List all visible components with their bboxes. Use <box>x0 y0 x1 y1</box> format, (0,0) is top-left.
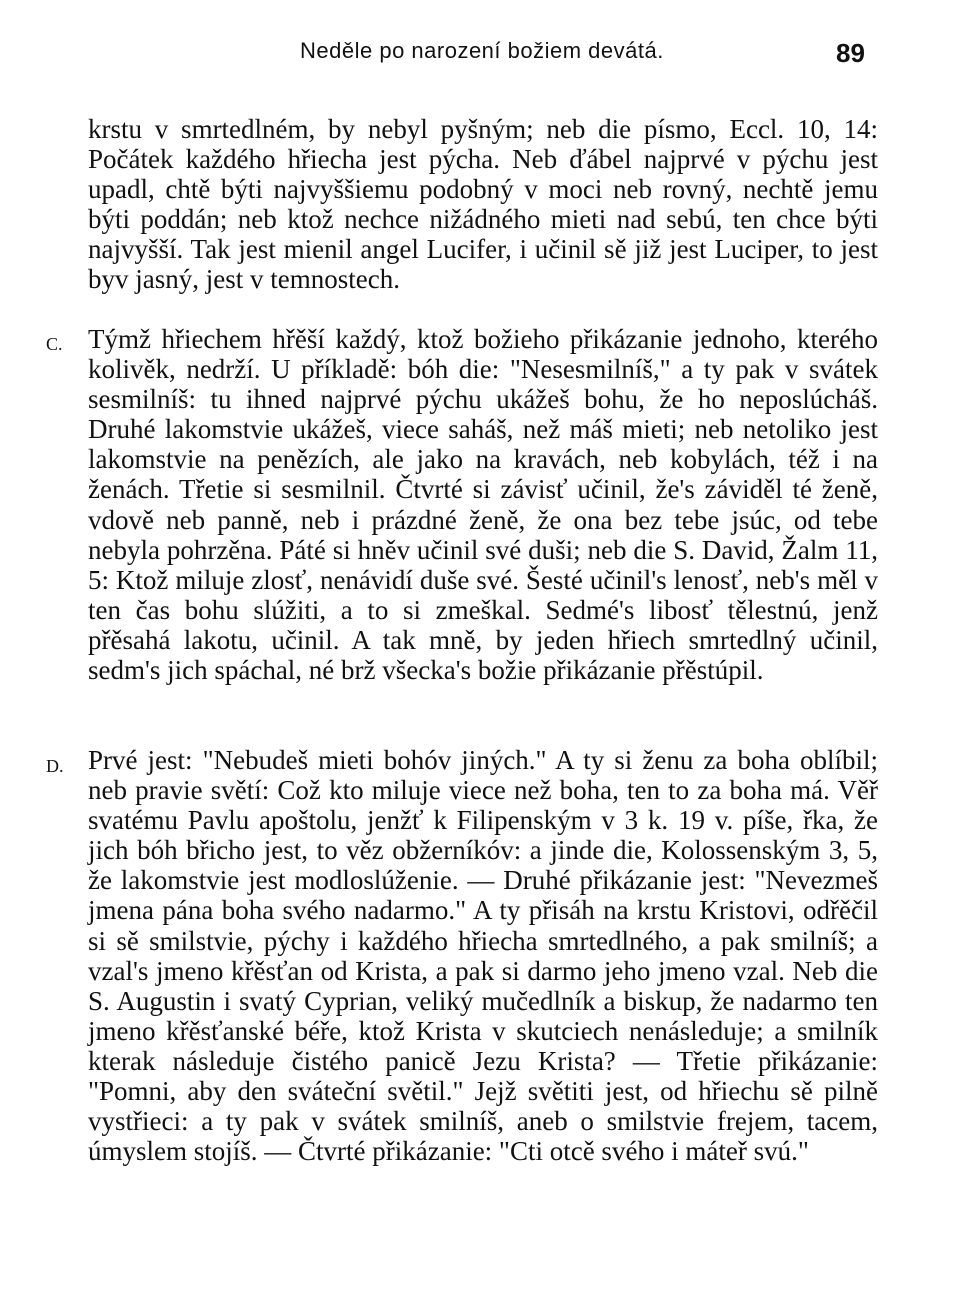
running-title: Neděle po narození božiem devátá. <box>300 38 664 63</box>
section-marker-d: D. <box>46 756 64 776</box>
paragraph-c <box>88 324 878 685</box>
paragraph-text: krstu v smrtedlném, by nebyl pyšným; neb die písmo, Eccl. 10, 14: Počátek každého hřiecha jest pýcha. Neb ďábel najprvé v pýchu jest upadl, chtě býti najvyššiemu podobný v moci neb rovný, nechtě jemu býti poddán; neb ktož nechce nižádného mieti nad sebú, ten chce býti najvyšší. Tak jest mienil angel Lucifer, i učinil sě již jest Luciper, to jest byv jasný, jest v temnostech. <box>88 114 878 295</box>
paragraph-d <box>88 745 878 1166</box>
page-number: 89 <box>836 38 865 68</box>
paragraph-continuation <box>88 114 878 295</box>
section-marker-c: C. <box>46 334 63 354</box>
paragraph-text: Prvé jest: "Nebudeš mieti bohóv jiných." A ty si ženu za boha oblíbil; neb pravie světí: Což kto miluje viece než boha, ten to za boha má. Věř svatému Pavlu apoštolu, jenžť k Filipenským v 3 k. 19 v. píše, řka, že jich bóh břicho jest, to věz obžerníkóv: a jinde die, Kolossenským 3, 5, že lakomstvie jest modloslúženie. — Druhé přikázanie jest: "Nevezmeš jmena pána boha svého nadarmo." A ty přisáh na krstu Kristovi, odřěčil si sě smilstvie, pýchy i každého hřiecha smrtedlného, a pak smilníš; a vzal's jmeno křěsťan od Krista, a pak si darmo jeho jmeno vzal. Neb die S. Augustin i svatý Cyprian, veliký mučedlník a biskup, že nadarmo ten jmeno křěsťanské béře, ktož Krista v skutciech nenásleduje; a smilník kterak následuje čistého panicě Jezu Krista? — Třetie přikázanie: "Pomni, aby den sváteční světil." Jejž světiti jest, od hřiechu sě pilně vystřieci: a ty pak v svátek smilníš, aneb o smilstvie frejem, tacem, úmyslem stojíš. — Čtvrté přikázanie: "Cti otcě svého i máteř svú." <box>88 745 878 1167</box>
paragraph-text: Týmž hřiechem hřěší každý, ktož božieho přikázanie jednoho, kterého kolivěk, nedrží. U příkladě: bóh die: "Nesesmilníš," a ty pak v svátek sesmilníš: tu ihned najprvé pýchu ukážeš bohu, že ho neposlúcháš. Druhé lakomstvie ukážeš, viece saháš, než máš mieti; neb netoliko jest lakomstvie na penězích, ale jako na kravách, neb kobylách, též i na ženách. Třetie si sesmilnil. Čtvrté si závisť učinil, že's záviděl té ženě, vdově neb panně, neb i prázdné ženě, že ona bez tebe jsúc, od tebe nebyla pohrzěna. Páté si hněv učinil své duši; neb die S. David, Žalm 11, 5: Ktož miluje zlosť, nenávidí duše své. Šesté učinil's lenosť, neb's měl v ten čas bohu slúžiti, a to si zmeškal. Sedmé's libosť tělestnú, jenž přěsahá lakotu, učinil. A tak mně, by jeden hřiech smrtedlný učinil, sedm's jich spáchal, né brž všecka's božie přikázanie přěstúpil. <box>88 324 878 686</box>
